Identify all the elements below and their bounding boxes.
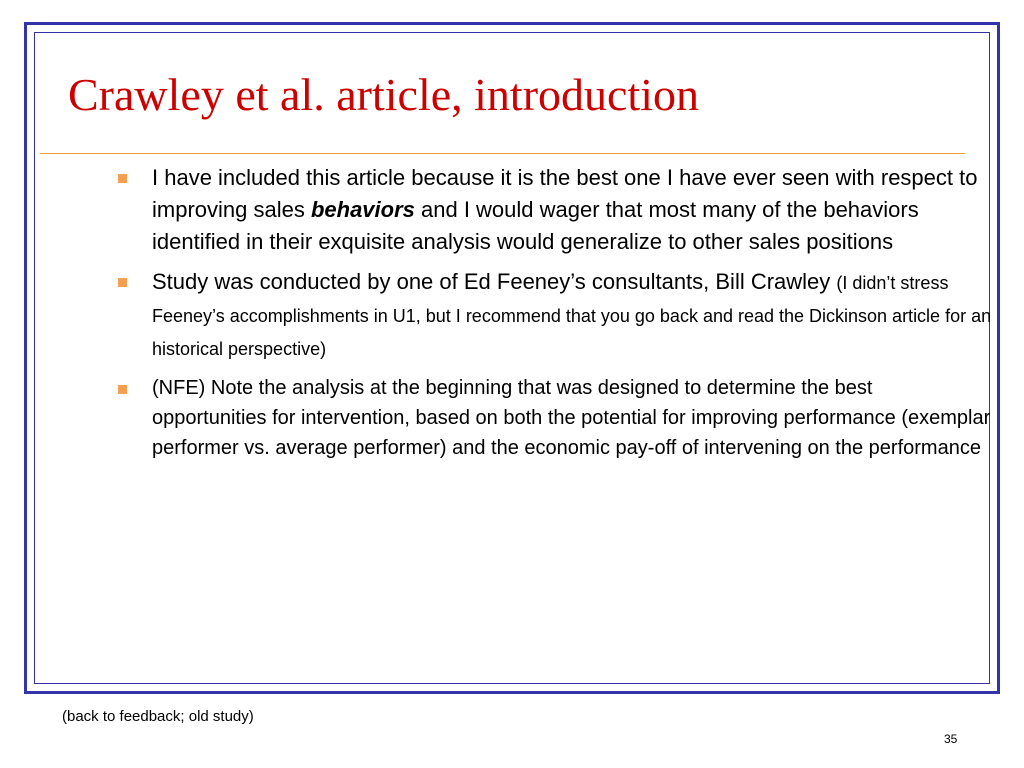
square-bullet-icon (118, 278, 127, 287)
bullet-1-text-end: and I would wager that most many of the behaviors identified in their exquisite analysis would generalize to other sales positions (152, 197, 919, 254)
bullet-1-text: I have included this article because it is the best one I have ever seen with respect to improving sales (152, 165, 978, 222)
bullet-2-note: (I didn’t stress Feeney’s accomplishments in U1, but I recommend that you go back and read the Dickinson article for an historical perspective) (152, 273, 992, 359)
page-number: 35 (944, 732, 958, 746)
bullet-3-text: (NFE) Note the analysis at the beginning that was designed to determine the best opportunities for intervention, based on both the potential for improving performance (exemplar performer vs. average performer) and the economic pay-off of intervening on the performance (152, 377, 991, 459)
title-divider (40, 153, 965, 154)
bullet-item-3 (112, 373, 992, 463)
bullet-2-text: Study was conducted by one of Ed Feeney’s consultants, Bill Crawley (152, 269, 837, 294)
footer-note: (back to feedback; old study) (62, 708, 254, 725)
square-bullet-icon (118, 174, 127, 183)
bullet-item-2 (112, 266, 992, 365)
bullet-item-1 (112, 162, 992, 258)
bullet-1-emphasis: behaviors (310, 197, 415, 222)
square-bullet-icon (118, 385, 127, 394)
bullet-list (112, 162, 992, 471)
slide-title: Crawley et al. article, introduction (68, 69, 699, 120)
